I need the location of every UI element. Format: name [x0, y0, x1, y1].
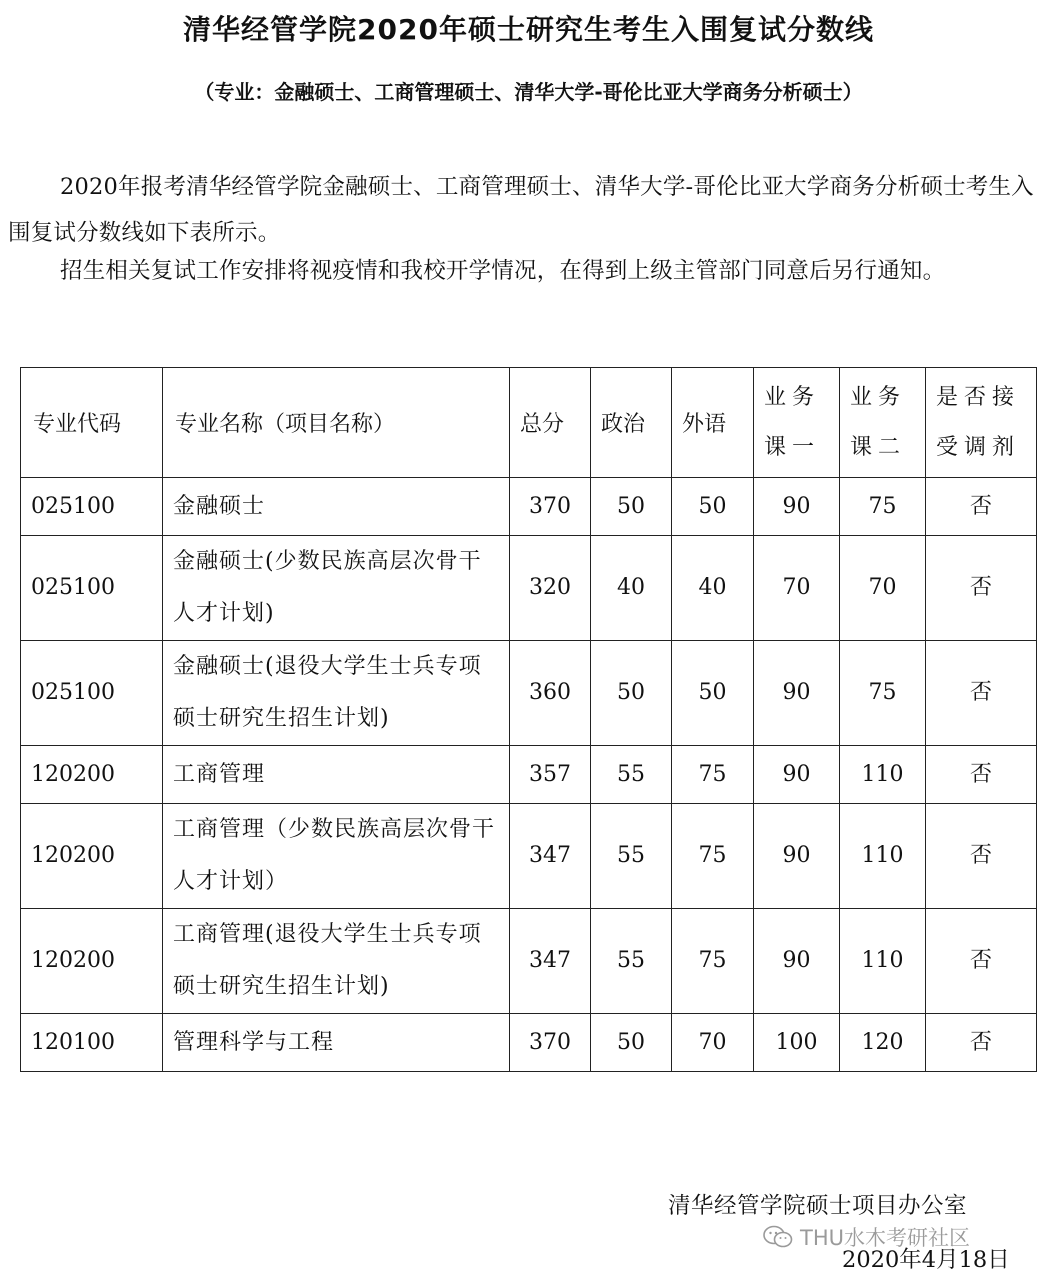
signature-office: 清华经管学院硕士项目办公室 — [668, 1193, 968, 1219]
table-row — [21, 804, 1037, 909]
watermark-text: THU水木考研社区 — [800, 1226, 970, 1250]
cell-total: 320 — [510, 536, 591, 641]
cell-total: 347 — [510, 909, 591, 1014]
cell-adjust: 否 — [926, 536, 1037, 641]
cell-adjust: 否 — [926, 1014, 1037, 1072]
cell-code: 120200 — [21, 909, 163, 1014]
cell-name: 金融硕士 — [163, 478, 510, 536]
header-course2: 业务课二 — [840, 368, 926, 478]
cell-course1: 90 — [754, 804, 840, 909]
cell-total: 347 — [510, 804, 591, 909]
cell-course1: 90 — [754, 478, 840, 536]
cell-course2: 120 — [840, 1014, 926, 1072]
cell-politics: 55 — [591, 909, 672, 1014]
cell-politics: 50 — [591, 1014, 672, 1072]
wechat-icon — [762, 1224, 794, 1250]
cell-language: 50 — [672, 478, 754, 536]
cell-adjust: 否 — [926, 478, 1037, 536]
cell-adjust: 否 — [926, 641, 1037, 746]
document-title: 清华经管学院2020年硕士研究生考生入围复试分数线 — [183, 13, 874, 46]
cell-language: 75 — [672, 909, 754, 1014]
cell-total: 360 — [510, 641, 591, 746]
header-language: 外语 — [672, 368, 754, 478]
cell-language: 50 — [672, 641, 754, 746]
cell-code: 025100 — [21, 536, 163, 641]
cell-language: 70 — [672, 1014, 754, 1072]
cell-course2: 110 — [840, 909, 926, 1014]
cell-course1: 90 — [754, 641, 840, 746]
cell-course1: 100 — [754, 1014, 840, 1072]
cell-total: 370 — [510, 478, 591, 536]
cell-language: 75 — [672, 804, 754, 909]
cell-course2: 75 — [840, 478, 926, 536]
cell-language: 40 — [672, 536, 754, 641]
cell-code: 120100 — [21, 1014, 163, 1072]
cell-adjust: 否 — [926, 909, 1037, 1014]
cell-course1: 70 — [754, 536, 840, 641]
header-total: 总分 — [510, 368, 591, 478]
header-code: 专业代码 — [21, 368, 163, 478]
cell-adjust: 否 — [926, 746, 1037, 804]
cell-politics: 40 — [591, 536, 672, 641]
table-header-row — [21, 368, 1037, 478]
header-name: 专业名称（项目名称） — [163, 368, 510, 478]
cell-politics: 55 — [591, 804, 672, 909]
cell-name: 管理科学与工程 — [163, 1014, 510, 1072]
cell-adjust: 否 — [926, 804, 1037, 909]
cell-name: 金融硕士(少数民族高层次骨干人才计划) — [163, 536, 510, 641]
cell-code: 025100 — [21, 478, 163, 536]
cell-name: 工商管理 — [163, 746, 510, 804]
cell-name: 金融硕士(退役大学生士兵专项硕士研究生招生计划) — [163, 641, 510, 746]
header-politics: 政治 — [591, 368, 672, 478]
cell-total: 370 — [510, 1014, 591, 1072]
cell-politics: 55 — [591, 746, 672, 804]
table-row — [21, 536, 1037, 641]
signature-date: 2020年4月18日 — [842, 1247, 1010, 1273]
cell-language: 75 — [672, 746, 754, 804]
cell-course2: 70 — [840, 536, 926, 641]
cell-code: 025100 — [21, 641, 163, 746]
table-row — [21, 478, 1037, 536]
header-course1: 业务课一 — [754, 368, 840, 478]
cell-course1: 90 — [754, 746, 840, 804]
table-row — [21, 746, 1037, 804]
table-row — [21, 1014, 1037, 1072]
score-table — [20, 367, 1037, 1072]
cell-politics: 50 — [591, 641, 672, 746]
table-row — [21, 909, 1037, 1014]
notice-paragraph: 招生相关复试工作安排将视疫情和我校开学情况，在得到上级主管部门同意后另行通知。 — [60, 258, 946, 284]
cell-course2: 75 — [840, 641, 926, 746]
cell-name: 工商管理（少数民族高层次骨干人才计划） — [163, 804, 510, 909]
cell-code: 120200 — [21, 746, 163, 804]
header-adjust: 是否接受调剂 — [926, 368, 1037, 478]
document-subtitle: （专业：金融硕士、工商管理硕士、清华大学-哥伦比亚大学商务分析硕士） — [194, 80, 863, 104]
cell-code: 120200 — [21, 804, 163, 909]
cell-course2: 110 — [840, 746, 926, 804]
cell-politics: 50 — [591, 478, 672, 536]
cell-name: 工商管理(退役大学生士兵专项硕士研究生招生计划) — [163, 909, 510, 1014]
cell-total: 357 — [510, 746, 591, 804]
cell-course2: 110 — [840, 804, 926, 909]
table-row — [21, 641, 1037, 746]
intro-paragraph: 2020年报考清华经管学院金融硕士、工商管理硕士、清华大学-哥伦比亚大学商务分析硕士考生入围复试分数线如下表所示。 — [8, 174, 1034, 246]
cell-course1: 90 — [754, 909, 840, 1014]
